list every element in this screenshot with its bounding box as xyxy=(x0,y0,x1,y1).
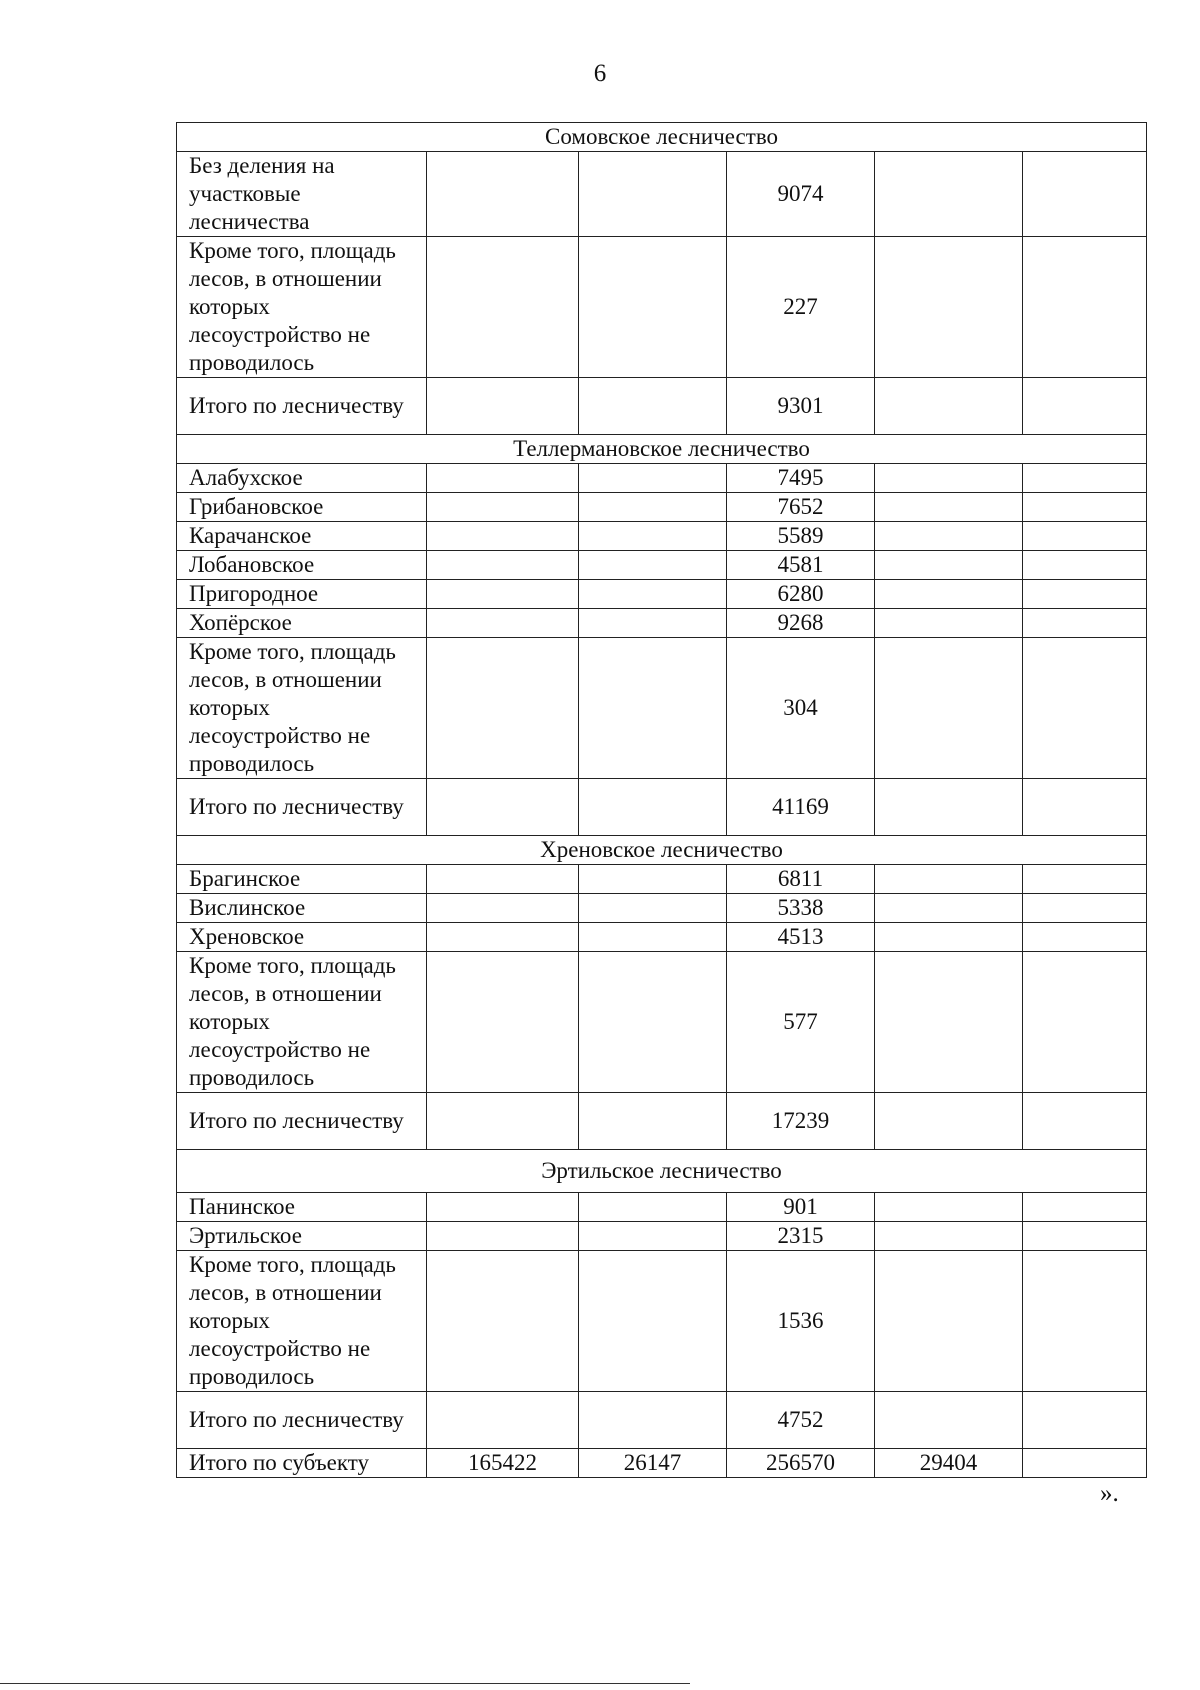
footer-divider xyxy=(0,1683,690,1684)
value-cell xyxy=(579,152,727,237)
table-row xyxy=(177,923,1147,952)
table-row xyxy=(177,1093,1147,1150)
value-cell xyxy=(579,638,727,779)
table-row xyxy=(177,638,1147,779)
table-row xyxy=(177,493,1147,522)
value-cell xyxy=(875,152,1023,237)
value-cell xyxy=(579,894,727,923)
row-name-cell: Итого по лесничеству xyxy=(177,779,427,836)
value-cell xyxy=(1023,522,1147,551)
value-cell xyxy=(1023,952,1147,1093)
value-cell: 4581 xyxy=(727,551,875,580)
value-cell xyxy=(579,580,727,609)
table-row xyxy=(177,464,1147,493)
value-cell xyxy=(1023,152,1147,237)
value-cell xyxy=(1023,1193,1147,1222)
row-name-cell: Итого по лесничеству xyxy=(177,1392,427,1449)
closing-quote-mark: ». xyxy=(1100,1480,1119,1507)
value-cell xyxy=(579,1222,727,1251)
row-name-cell: Панинское xyxy=(177,1193,427,1222)
value-cell: 227 xyxy=(727,237,875,378)
value-cell: 4752 xyxy=(727,1392,875,1449)
value-cell xyxy=(1023,378,1147,435)
value-cell xyxy=(427,551,579,580)
value-cell xyxy=(875,923,1023,952)
section-title: Теллермановское лесничество xyxy=(177,435,1147,464)
value-cell: 29404 xyxy=(875,1449,1023,1478)
value-cell xyxy=(1023,551,1147,580)
value-cell xyxy=(875,865,1023,894)
value-cell xyxy=(579,522,727,551)
value-cell xyxy=(1023,1449,1147,1478)
value-cell xyxy=(875,1093,1023,1150)
value-cell xyxy=(427,609,579,638)
value-cell xyxy=(427,580,579,609)
row-name-cell: Карачанское xyxy=(177,522,427,551)
value-cell xyxy=(427,923,579,952)
row-name-cell: Итого по лесничеству xyxy=(177,1093,427,1150)
table-row xyxy=(177,1222,1147,1251)
value-cell xyxy=(1023,1093,1147,1150)
value-cell xyxy=(875,1193,1023,1222)
section-header-row xyxy=(177,836,1147,865)
value-cell: 7495 xyxy=(727,464,875,493)
page-number: 6 xyxy=(593,60,607,87)
table-row xyxy=(177,779,1147,836)
value-cell xyxy=(875,779,1023,836)
value-cell: 304 xyxy=(727,638,875,779)
value-cell xyxy=(875,952,1023,1093)
value-cell xyxy=(875,237,1023,378)
value-cell xyxy=(1023,1392,1147,1449)
value-cell xyxy=(1023,609,1147,638)
table-row xyxy=(177,865,1147,894)
section-title: Хреновское лесничество xyxy=(177,836,1147,865)
row-name-cell: Кроме того, площадь лесов, в отношении которых лесоустройство не проводилось xyxy=(177,952,427,1093)
table-row xyxy=(177,894,1147,923)
value-cell xyxy=(427,865,579,894)
value-cell xyxy=(427,779,579,836)
row-name-cell: Кроме того, площадь лесов, в отношении которых лесоустройство не проводилось xyxy=(177,638,427,779)
value-cell xyxy=(579,378,727,435)
value-cell xyxy=(427,1193,579,1222)
table-row xyxy=(177,237,1147,378)
row-name-cell: Хреновское xyxy=(177,923,427,952)
value-cell xyxy=(427,1251,579,1392)
value-cell xyxy=(427,1222,579,1251)
row-name-cell: Кроме того, площадь лесов, в отношении которых лесоустройство не проводилось xyxy=(177,1251,427,1392)
table-row xyxy=(177,152,1147,237)
table-row xyxy=(177,1392,1147,1449)
table-row xyxy=(177,522,1147,551)
value-cell xyxy=(1023,493,1147,522)
value-cell xyxy=(427,952,579,1093)
row-name-cell: Эртильское xyxy=(177,1222,427,1251)
value-cell xyxy=(875,522,1023,551)
value-cell xyxy=(1023,464,1147,493)
value-cell: 5338 xyxy=(727,894,875,923)
table-row xyxy=(177,378,1147,435)
value-cell: 9301 xyxy=(727,378,875,435)
section-header-row xyxy=(177,435,1147,464)
value-cell xyxy=(427,493,579,522)
value-cell xyxy=(875,894,1023,923)
value-cell: 2315 xyxy=(727,1222,875,1251)
table-body xyxy=(177,123,1147,1478)
value-cell xyxy=(579,1193,727,1222)
table-row xyxy=(177,1193,1147,1222)
value-cell: 7652 xyxy=(727,493,875,522)
row-name-cell: Пригородное xyxy=(177,580,427,609)
value-cell xyxy=(427,522,579,551)
value-cell: 9074 xyxy=(727,152,875,237)
value-cell xyxy=(427,152,579,237)
value-cell: 26147 xyxy=(579,1449,727,1478)
value-cell: 4513 xyxy=(727,923,875,952)
table-row xyxy=(177,1449,1147,1478)
value-cell xyxy=(875,1392,1023,1449)
value-cell xyxy=(427,638,579,779)
value-cell xyxy=(427,894,579,923)
section-header-row xyxy=(177,123,1147,152)
value-cell: 6811 xyxy=(727,865,875,894)
row-name-cell: Вислинское xyxy=(177,894,427,923)
row-name-cell: Лобановское xyxy=(177,551,427,580)
value-cell: 577 xyxy=(727,952,875,1093)
value-cell xyxy=(427,464,579,493)
value-cell xyxy=(875,1222,1023,1251)
value-cell xyxy=(875,551,1023,580)
value-cell: 256570 xyxy=(727,1449,875,1478)
value-cell xyxy=(427,1392,579,1449)
value-cell xyxy=(1023,894,1147,923)
row-name-cell: Итого по субъекту xyxy=(177,1449,427,1478)
value-cell xyxy=(875,580,1023,609)
table-row xyxy=(177,580,1147,609)
value-cell: 1536 xyxy=(727,1251,875,1392)
value-cell xyxy=(1023,1251,1147,1392)
row-name-cell: Хопёрское xyxy=(177,609,427,638)
forest-area-table xyxy=(176,122,1147,1478)
value-cell xyxy=(875,464,1023,493)
value-cell xyxy=(579,493,727,522)
value-cell xyxy=(875,1251,1023,1392)
value-cell: 901 xyxy=(727,1193,875,1222)
row-name-cell: Грибановское xyxy=(177,493,427,522)
value-cell xyxy=(579,551,727,580)
value-cell xyxy=(427,237,579,378)
value-cell xyxy=(579,779,727,836)
value-cell: 6280 xyxy=(727,580,875,609)
table-row xyxy=(177,551,1147,580)
value-cell: 17239 xyxy=(727,1093,875,1150)
table-row xyxy=(177,1251,1147,1392)
value-cell xyxy=(875,378,1023,435)
value-cell xyxy=(875,638,1023,779)
value-cell xyxy=(579,609,727,638)
value-cell xyxy=(579,1392,727,1449)
value-cell: 165422 xyxy=(427,1449,579,1478)
row-name-cell: Без деления на участковые лесничества xyxy=(177,152,427,237)
section-title: Эртильское лесничество xyxy=(177,1150,1147,1193)
section-title: Сомовское лесничество xyxy=(177,123,1147,152)
value-cell xyxy=(1023,865,1147,894)
value-cell xyxy=(427,1093,579,1150)
table-row xyxy=(177,952,1147,1093)
value-cell xyxy=(579,1251,727,1392)
value-cell xyxy=(875,609,1023,638)
value-cell xyxy=(579,923,727,952)
value-cell xyxy=(579,1093,727,1150)
row-name-cell: Кроме того, площадь лесов, в отношении которых лесоустройство не проводилось xyxy=(177,237,427,378)
value-cell xyxy=(1023,580,1147,609)
value-cell xyxy=(1023,779,1147,836)
table-row xyxy=(177,609,1147,638)
value-cell xyxy=(579,952,727,1093)
value-cell xyxy=(1023,638,1147,779)
section-header-row xyxy=(177,1150,1147,1193)
value-cell xyxy=(1023,1222,1147,1251)
value-cell xyxy=(579,865,727,894)
value-cell: 41169 xyxy=(727,779,875,836)
value-cell xyxy=(875,493,1023,522)
row-name-cell: Итого по лесничеству xyxy=(177,378,427,435)
value-cell xyxy=(579,237,727,378)
row-name-cell: Алабухское xyxy=(177,464,427,493)
value-cell xyxy=(427,378,579,435)
row-name-cell: Брагинское xyxy=(177,865,427,894)
value-cell xyxy=(1023,237,1147,378)
value-cell xyxy=(579,464,727,493)
value-cell: 9268 xyxy=(727,609,875,638)
value-cell xyxy=(1023,923,1147,952)
value-cell: 5589 xyxy=(727,522,875,551)
